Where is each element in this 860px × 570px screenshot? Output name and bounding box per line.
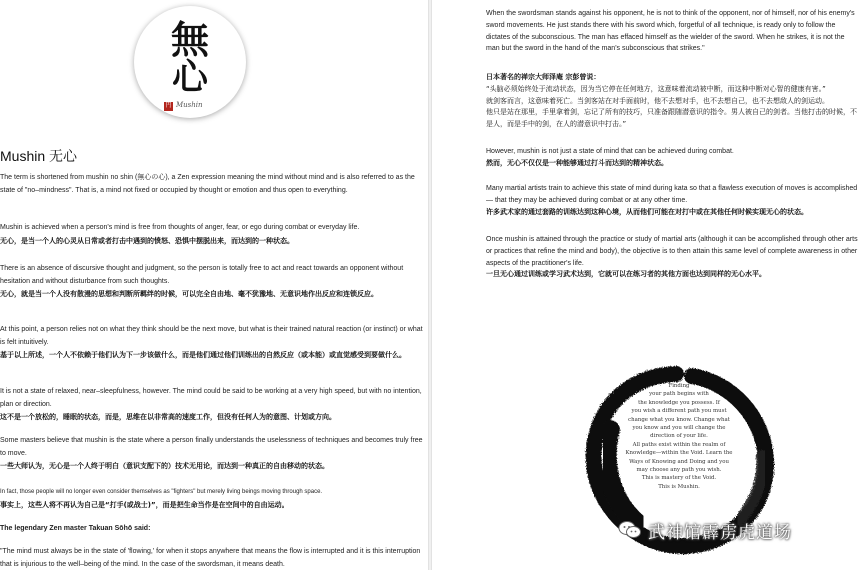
left-page <box>0 0 428 570</box>
paragraph-zh: 许多武术家的通过套路的训练达到这种心境，从而他们可能在对打中或在其他任何时候实现无心的状态。 <box>486 207 808 216</box>
paragraph-zh: 基于以上所述，一个人不依赖于他们认为下一步该做什么，而是他们通过他们训练出的自然反应（或本能）或直觉感受到要做什么。 <box>0 351 406 360</box>
chinese-quote-block <box>486 72 858 131</box>
logo-kanji-shin: 心 <box>171 56 208 98</box>
wechat-icon <box>618 520 642 540</box>
paragraph-6 <box>0 435 424 473</box>
right-paragraph-2 <box>486 183 858 218</box>
poem-line: you wish a different path you must <box>631 408 727 415</box>
paragraph-4 <box>0 324 424 362</box>
paragraph-1 <box>0 172 424 197</box>
paragraph-en: Some masters believe that mushin is the state where a person finally understands the uselessness of techniques and becomes truly free to move. <box>0 437 423 457</box>
paragraph-en: The term is shortened from mushin no shin (無心の心), a Zen expression meaning the mind without mind and is also referred to as the state of "no–mindness". That is, a mind not fixed or occupied by thought or emotion and thus open to everything. <box>0 174 415 194</box>
paragraph-en: Many martial artists train to achieve this state of mind during kata so that a flawless execution of moves is accomplished — that they may be achieved during combat or at any other time. <box>486 185 858 204</box>
paragraph-zh: 一旦无心通过训练或学习武术达到，它就可以在练习者的其他方面也达到同样的无心水平。 <box>486 270 766 279</box>
paragraph-5 <box>0 386 424 424</box>
paragraph-en: Mushin is achieved when a person's mind is free from thoughts of anger, fear, or ego during combat or everyday life. <box>0 224 360 231</box>
chinese-quote-heading: 日本著名的禅宗大师泽庵 宗彭曾说： <box>486 73 601 81</box>
logo-signature: Mushin <box>176 101 203 109</box>
takuan-heading: The legendary Zen master Takuan Sōhō said: <box>0 525 151 532</box>
logo-seal: 円 <box>165 103 172 109</box>
poem-line: may choose any path you wish. <box>636 467 722 474</box>
takuan-quote: "The mind must always be in the state of 'flowing,' for when it stops anywhere that means the flow is interrupted and it is this interruption that is injurious to the well–being of the mind. In the case of the swordsman, it means death. <box>0 548 421 568</box>
logo-kanji-mu: 無 <box>170 17 209 62</box>
chinese-quote-line: “头脑必须始终处于流动状态，因为当它停在任何地方，这意味着流动被中断，而这种中断对心智的健康有害。” <box>486 84 826 93</box>
paragraph-zh: 然而，无心不仅仅是一种能够通过打斗而达到的精神状态。 <box>486 158 668 167</box>
right-paragraph-3 <box>486 234 858 281</box>
mushin-logo <box>134 6 246 118</box>
wechat-watermark <box>618 518 792 542</box>
paragraph-en: In fact, those people will no longer even consider themselves as "fighters" but merely living beings moving through space. <box>0 489 323 495</box>
paragraph-en: At this point, a person relies not on what they think should be the next move, but what is their trained natural reaction (or instinct) or what is felt intuitively. <box>0 326 423 346</box>
takuan-quote-continued: When the swordsman stands against his opponent, he is not to think of the opponent, nor of himself, nor of his enemy's sword movements. He just stands there with his sword which, forgetful of all technique, is ready only to follow the dictates of the subconscious. The man has effaced himself as the wielder of the sword. When he strikes, it is not the man but the sword in the hand of the man's subconscious that strikes." <box>486 10 855 53</box>
watermark-text: 武神馆霹雳虎道场 <box>648 522 792 543</box>
poem-line: Ways of Knowing and Doing and you <box>629 458 729 465</box>
paragraph-zh: 无心，就是当一个人没有散漫的思想和判断所羁绊的时候，可以完全自由地、毫不犹豫地、无意识地作出反应和连锁反应。 <box>0 290 378 299</box>
poem-line: the knowledge you possess. If <box>638 399 720 406</box>
paragraph-zh: 一些大师认为，无心是一个人终于明白（意识支配下的）技术无用论，而达到一种真正的自由移动的状态。 <box>0 462 329 471</box>
enso-poem <box>608 382 750 491</box>
right-paragraph-1 <box>486 146 858 170</box>
poem-line: This is mastery of the Void. <box>641 475 717 482</box>
paragraph-zh: 事实上，这些人将不再认为自己是“打手(或战士)”，而是把生命当作是在空间中的自由运动。 <box>0 500 289 509</box>
paragraph-en: Once mushin is attained through the practice or study of martial arts (although it can be accomplished through other arts or practices that refine the mind and body), the objective is to then attain this same level of complete awareness in other aspects of the practitioner's life. <box>486 236 858 267</box>
chinese-quote-line: 他只是站在那里，手里拿着剑，忘记了所有的技巧，只准备跟随潜意识的指令。男人被自己的剑者。当他打击的时候，不是人，而是手中的剑，在人的潜意识中打击。” <box>486 108 857 129</box>
chinese-quote-line: 就剑客而言，这意味着死亡。当剑客站在对手面前时，他不去想对手，也不去想自己，也不去想敌人的剑运动。 <box>486 96 829 105</box>
paragraph-zh: 无心，是当一个人的心灵从日常或者打击中遇到的愤怒、恐惧中摆脱出来，而达到的一种状态。 <box>0 236 294 245</box>
paragraph-zh: 这不是一个放松的，睡眠的状态，而是，思维在以非常高的速度工作，但没有任何人为的意图、计划或方向。 <box>0 413 336 422</box>
poem-line: you know and you will change the <box>632 425 726 432</box>
poem-line: Knowledge—within the Void. Learn the <box>625 450 733 457</box>
poem-line: Finding <box>668 383 690 389</box>
paragraph-7 <box>0 486 424 511</box>
right-page <box>432 0 860 570</box>
paragraph-3 <box>0 263 424 301</box>
paragraph-2 <box>0 222 424 247</box>
poem-line: All paths exist within the realm of <box>632 441 726 448</box>
paragraph-en: However, mushin is not just a state of mind that can be achieved during combat. <box>486 148 734 155</box>
poem-line: This is Mushin. <box>658 483 700 490</box>
poem-line: change what you know. Change what <box>628 416 730 423</box>
page-title: Mushin 无心 <box>0 148 78 164</box>
poem-line: your path begins with <box>649 391 709 398</box>
poem-line: direction of your life. <box>650 433 708 440</box>
paragraph-en: There is an absence of discursive thought and judgment, so the person is totally free to act and react towards an opponent without hesitation and without disturbance from such thoughts. <box>0 265 404 285</box>
paragraph-en: It is not a state of relaxed, near–sleepfulness, however. The mind could be said to be working at a very high speed, but with no intention, plan or direction. <box>0 388 422 408</box>
